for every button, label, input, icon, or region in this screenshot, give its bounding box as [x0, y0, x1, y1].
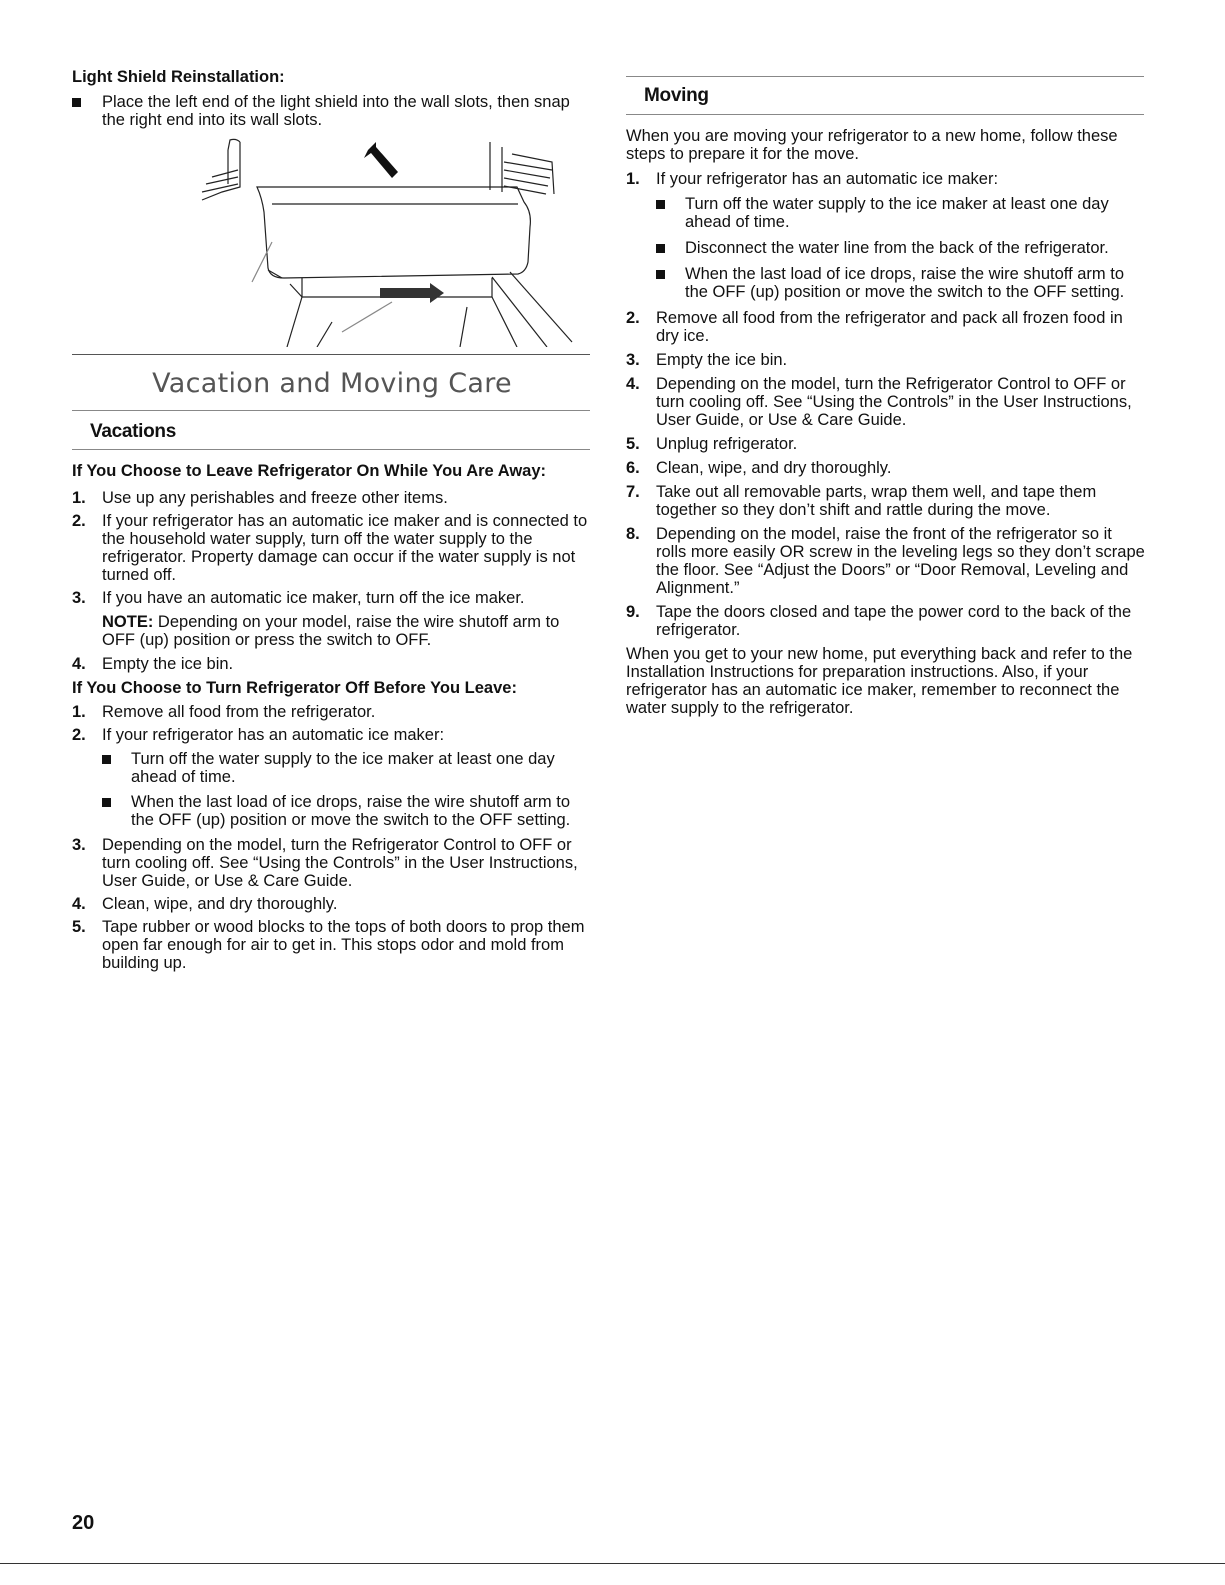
moving-intro: When you are moving your refrigerator to a new home, follow these steps to prepare it for the move. [626, 127, 1118, 163]
list-item: When the last load of ice drops, raise the wire shutoff arm to the OFF (up) position or move the switch to the OFF setting. [656, 265, 1146, 301]
list-item: 4. Depending on the model, turn the Refrigerator Control to OFF or turn cooling off. See “Using the Controls” in the User Instructions, User Guide, or Use & Care Guide. [626, 375, 1132, 429]
square-bullet-icon [656, 244, 665, 253]
moving-divider [626, 114, 1144, 115]
list-item: 4. Empty the ice bin. [72, 655, 234, 673]
list-item: 7. Take out all removable parts, wrap them well, and tape them together so they don’t shift and rattle during the move. [626, 483, 1097, 519]
arrow-up-left-icon [364, 142, 398, 178]
light-shield-illustration [192, 132, 602, 347]
turn-off-steps [72, 703, 592, 972]
title-divider [72, 410, 590, 411]
list-item: 3. Empty the ice bin. [626, 351, 788, 369]
arrow-right-icon [380, 283, 444, 303]
list-item: 3. If you have an automatic ice maker, turn off the ice maker. [72, 589, 525, 607]
square-bullet-icon [72, 98, 81, 107]
vacations-divider [72, 449, 590, 450]
square-bullet-icon [656, 270, 665, 279]
moving-content [626, 127, 1146, 717]
moving-top-divider [626, 76, 1144, 77]
moving-title: Moving [644, 85, 709, 106]
list-item: Disconnect the water line from the back of the refrigerator. [656, 239, 1146, 257]
turn-off-heading: If You Choose to Turn Refrigerator Off Before You Leave: [72, 679, 517, 697]
list-item: 2. If your refrigerator has an automatic ice maker: [72, 726, 445, 744]
vacations-content [72, 461, 592, 972]
square-bullet-icon [102, 755, 111, 764]
light-shield-bullet: Place the left end of the light shield into the wall slots, then snap the right end into its wall slots. [72, 93, 592, 129]
list-item: 5. Unplug refrigerator. [626, 435, 798, 453]
light-shield-heading: Light Shield Reinstallation: [72, 68, 285, 86]
list-item: 1. If your refrigerator has an automatic ice maker: [626, 170, 999, 188]
list-item: 6. Clean, wipe, and dry thoroughly. [626, 459, 892, 477]
list-item: 8. Depending on the model, raise the front of the refrigerator so it rolls more easily OR screw in the leveling legs so they don’t scrape the floor. See “Adjust the Doors” or “Door Removal, Leveling and Alignment.” [626, 525, 1145, 597]
vacations-title: Vacations [90, 421, 177, 442]
leave-on-steps [72, 489, 592, 673]
page-title: Vacation and Moving Care [152, 368, 512, 399]
list-item: 5. Tape rubber or wood blocks to the tops of both doors to prop them open far enough for air to get in. This stops odor and mold from building up. [72, 918, 585, 972]
list-item: 3. Depending on the model, turn the Refrigerator Control to OFF or turn cooling off. See “Using the Controls” in the User Instructions, User Guide, or Use & Care Guide. [72, 836, 578, 890]
list-item: 2. If your refrigerator has an automatic ice maker and is connected to the household water supply, turn off the water supply to the refrigerator. Property damage can occur if the water supply is not turned off. [72, 512, 588, 584]
list-item: Turn off the water supply to the ice maker at least one day ahead of time. [656, 195, 1146, 231]
list-item: 2. Remove all food from the refrigerator and pack all frozen food in dry ice. [626, 309, 1123, 345]
moving-closing: When you get to your new home, put everything back and refer to the Installation Instructions for preparation instructions. Also, if your refrigerator has an automatic ice maker, remember to reconnect the water supply to the refrigerator. [626, 645, 1133, 717]
square-bullet-icon [656, 200, 665, 209]
page-number: 20 [72, 1512, 95, 1534]
leave-on-heading: If You Choose to Leave Refrigerator On While You Are Away: [72, 462, 547, 480]
list-item: 9. Tape the doors closed and tape the power cord to the back of the refrigerator. [626, 603, 1132, 639]
section-divider [72, 354, 590, 355]
footer-rule [0, 1563, 1225, 1564]
list-item: 1. Remove all food from the refrigerator. [72, 703, 376, 721]
light-shield-section [72, 67, 592, 129]
list-item: When the last load of ice drops, raise the wire shutoff arm to the OFF (up) position or move the switch to the OFF setting. [102, 793, 592, 829]
list-item: 4. Clean, wipe, and dry thoroughly. [72, 895, 338, 913]
note: NOTE: Depending on your model, raise the wire shutoff arm to OFF (up) position or press the switch to OFF. [102, 613, 560, 649]
list-item: 1. Use up any perishables and freeze other items. [72, 489, 448, 507]
list-item: Turn off the water supply to the ice maker at least one day ahead of time. [102, 750, 592, 786]
square-bullet-icon [102, 798, 111, 807]
